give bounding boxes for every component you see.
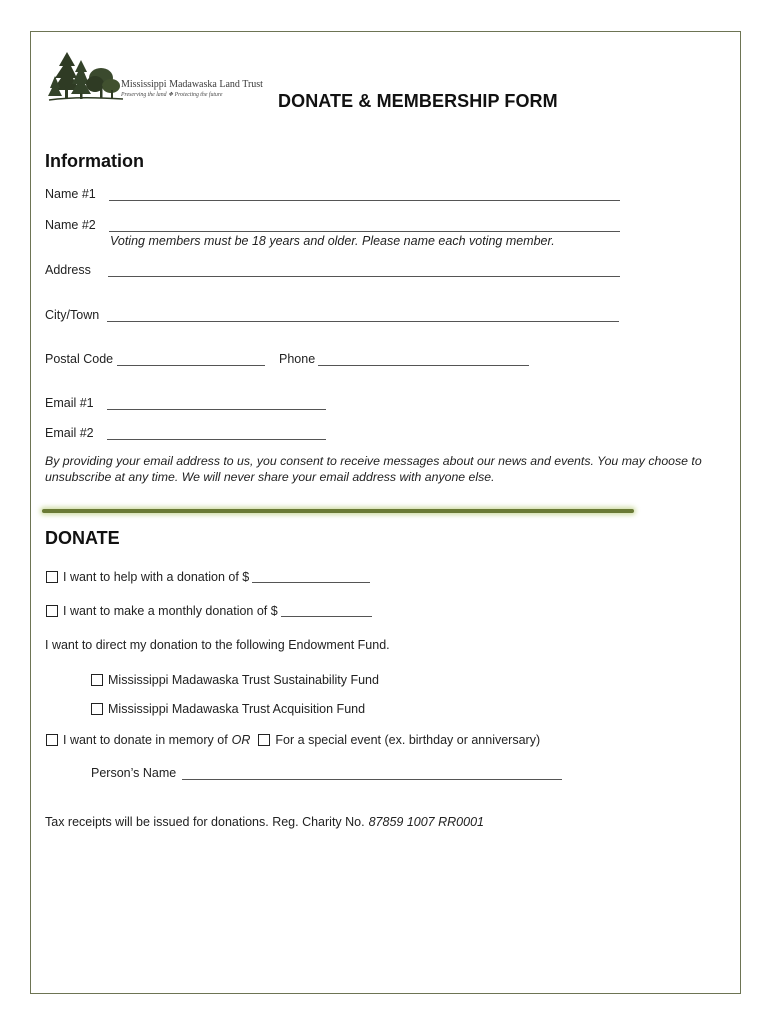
city-label: City/Town [45,308,100,322]
city-field[interactable] [107,321,619,322]
monthly-donation-row [46,604,372,618]
section-divider [42,509,634,513]
tax-receipt-text: Tax receipts will be issued for donations. Reg. Charity No. [45,815,365,829]
name2-label: Name #2 [45,218,96,232]
postal-code-label: Postal Code [45,352,114,366]
in-memory-label: I want to donate in memory of [63,733,228,747]
one-time-donation-label: I want to help with a donation of $ [63,570,250,584]
acquisition-fund-row [91,702,365,716]
phone-label: Phone [279,352,316,366]
or-text: OR [231,733,251,747]
voting-note: Voting members must be 18 years and older. Please name each voting member. [110,234,555,248]
form-title: DONATE & MEMBERSHIP FORM [278,91,558,111]
address-field[interactable] [108,276,620,277]
address-label: Address [45,263,91,277]
in-memory-checkbox[interactable] [46,734,58,746]
memory-special-row [46,733,540,747]
name1-label: Name #1 [45,187,96,201]
one-time-donation-checkbox[interactable] [46,571,58,583]
monthly-donation-label: I want to make a monthly donation of $ [63,604,278,618]
donate-heading: DONATE [45,528,120,548]
trees-icon [47,50,127,110]
endowment-direct-text: I want to direct my donation to the following Endowment Fund. [45,638,390,652]
one-time-donation-row [46,570,370,584]
information-heading: Information [45,151,144,171]
one-time-donation-amount-field[interactable] [252,572,370,583]
email2-field[interactable] [107,439,326,440]
charity-number: 87859 1007 RR0001 [368,815,484,829]
logo-tagline: Preserving the land ❖ Protecting the future [121,92,223,98]
special-event-label: For a special event (ex. birthday or anniversary) [275,733,541,747]
email2-label: Email #2 [45,426,94,440]
monthly-donation-amount-field[interactable] [281,606,372,617]
email-consent-note: By providing your email address to us, you consent to receive messages about our news and events. You may choose to unsubscribe at any time. We will never share your email address with anyone else. [45,454,702,484]
special-event-checkbox[interactable] [258,734,270,746]
persons-name-field[interactable] [182,779,562,780]
phone-field[interactable] [318,365,529,366]
email1-label: Email #1 [45,396,94,410]
email1-field[interactable] [107,409,326,410]
monthly-donation-checkbox[interactable] [46,605,58,617]
sustainability-fund-row [91,673,379,687]
name1-field[interactable] [109,200,620,201]
name2-field[interactable] [109,231,620,232]
persons-name-label: Person’s Name [91,766,177,780]
acquisition-fund-checkbox[interactable] [91,703,103,715]
postal-code-field[interactable] [117,365,265,366]
land-trust-logo [47,50,267,110]
sustainability-fund-checkbox[interactable] [91,674,103,686]
sustainability-fund-label: Mississippi Madawaska Trust Sustainability Fund [108,673,379,687]
acquisition-fund-label: Mississippi Madawaska Trust Acquisition Fund [108,702,366,716]
tax-receipt-row [45,815,484,829]
logo-name: Mississippi Madawaska Land Trust [121,79,263,90]
